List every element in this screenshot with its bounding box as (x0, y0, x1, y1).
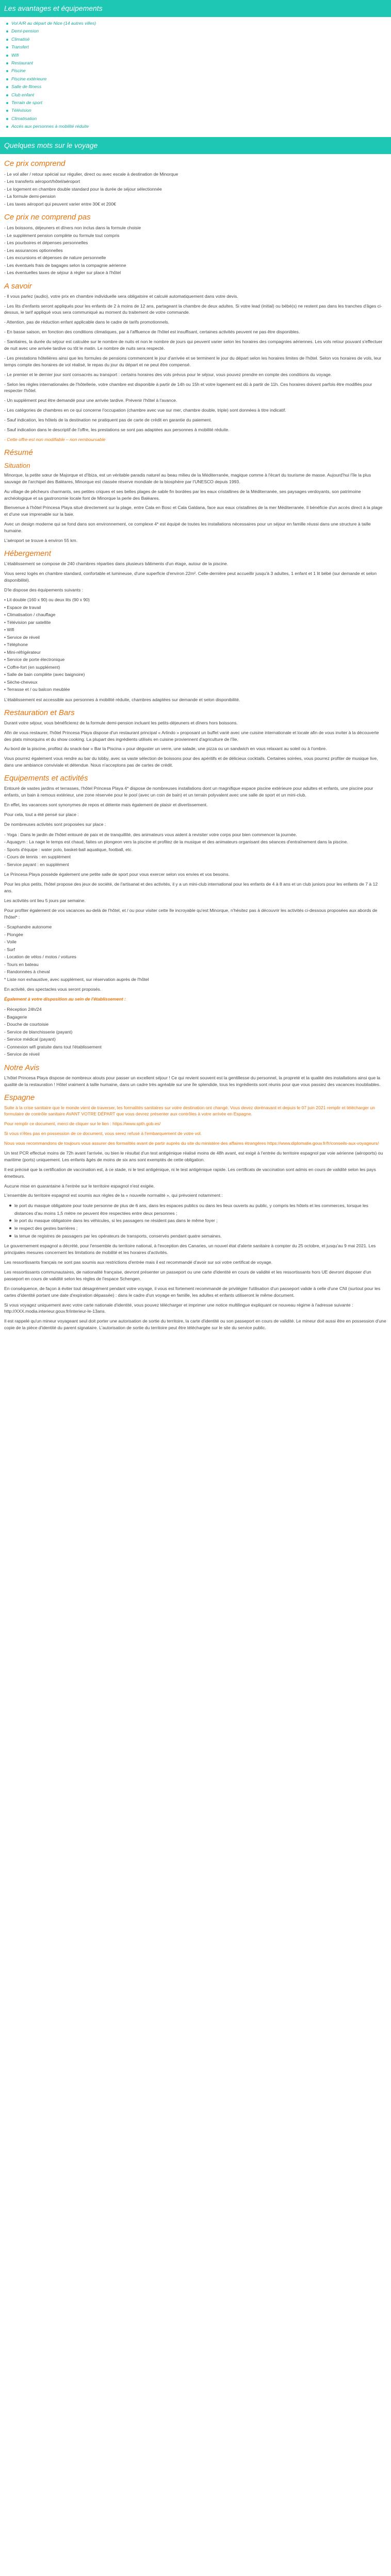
service-item-text: - Service de réveil (4, 1052, 40, 1057)
service-item (4, 1021, 387, 1028)
advantage-item (5, 20, 391, 27)
bullet-dot (6, 86, 8, 88)
equipment-item (4, 923, 387, 931)
spain-paragraph: En conséquence, de façon à éviter tout désagrément pendant votre voyage, il vous est fortement recommandé de privilégier l'utilisation d'un passeport valide à celle d'une CNI (surtout pour les cartes d'identité portant une date d'expiration dépassée) : dans le cadre d'un voyage en famille, les adultes et enfants utiliseront le même document. (4, 1285, 381, 1298)
advantage-item (5, 59, 391, 67)
bullet-dot (6, 39, 8, 41)
price-includes-item-text: - La formule demi-pension (4, 194, 56, 199)
equipment-paragraph: Le Princesa Playa possède également une petite salle de sport pour vous exercer selon vos envies et vos besoins. (4, 872, 230, 877)
lodging-item (4, 664, 387, 671)
lodging-item-text: • Service de réveil (4, 634, 40, 640)
situation-paragraphs (4, 472, 387, 544)
notice-paragraph: - Sauf indication, les hôtels de la destination ne pratiquent pas de carte de crédit en garantie du paiement. (4, 417, 212, 423)
equipment-item (4, 976, 387, 984)
lodging-item (4, 671, 387, 679)
review-title: Notre Avis (4, 1063, 40, 1072)
advantage-item (5, 75, 391, 83)
equipment-title: Equipements et activités (4, 774, 88, 783)
restaurant-paragraphs (4, 720, 387, 769)
lodging-item-text: • Climatisation / chauffage (4, 612, 56, 618)
service-item-text: - Douche de courtoisie (4, 1022, 48, 1027)
lodging-item-text: • Coffre-fort (en supplément) (4, 664, 60, 670)
price-excludes-item (4, 232, 387, 240)
advantage-item-text: Salle de fitness (11, 84, 42, 90)
price-includes-item (4, 200, 387, 208)
bullet-dot (9, 1235, 11, 1237)
lodging-item-text: • Mini-réfrigérateur (4, 649, 41, 655)
spain-paragraph: Nous vous recommandons de toujours vous assurer des formalités avant de partir auprès du site du ministère des affaires étrangères https://www.diplomatie.gouv.fr/fr/conseils-aux-voyageurs/ (4, 1141, 379, 1146)
spain-paragraph: Il est précisé que la certification de vaccination est, à ce stade, ni le test antigénique, ni le test antigénique rapide. Les certificats de vaccination sont admis en cours de validité selon les pays émetteurs. (4, 1166, 376, 1179)
price-excludes-item-text: - Les assurances optionnelles (4, 247, 63, 253)
restaurant-paragraph: Durant votre séjour, vous bénéficierez de la formule demi-pension incluant les petits-déjeuners et dîners hors boissons. (4, 720, 238, 725)
lodging-note: L'établissement est accessible aux personnes à mobilité réduite, chambres adaptées sur demande et selon disponibilité. (4, 697, 240, 702)
equipment-paragraphs (4, 785, 387, 827)
notice-paragraph: - Un supplément peut être demandé pour une arrivée tardive. Prévenir l'hôtel à l'avance. (4, 398, 177, 403)
equipment-item (4, 938, 387, 946)
equipment-item-text: - Location de vélos / motos / voitures (4, 954, 76, 960)
price-includes-item (4, 171, 387, 178)
notice-paragraph: - Cette offre est non modifiable – non remboursable (4, 436, 106, 442)
price-excludes-item (4, 239, 387, 247)
trip-content (0, 159, 391, 1331)
equipment-item-text: - Plongée (4, 931, 23, 937)
equipment-list-2 (4, 923, 387, 983)
lodging-title: Hébergement (4, 549, 51, 558)
advantage-item (5, 115, 391, 123)
lodging-item (4, 596, 387, 604)
equipment-item-text: - Surf (4, 946, 15, 952)
bullet-dot (9, 1227, 11, 1229)
service-item-text: - Bagagerie (4, 1014, 27, 1020)
spain-item (8, 1225, 387, 1232)
equipment-item (4, 946, 387, 954)
notice-title: A savoir (4, 281, 32, 291)
lodging-item-text: • Télévision par satellite (4, 619, 51, 625)
price-includes-item-text: - Le logement en chambre double standard pour la durée de séjour sélectionnée (4, 186, 162, 192)
equipment-paragraph: Les activités ont lieu 5 jours par semaine. (4, 897, 86, 903)
equipment-item-text: - Tours en bateau (4, 961, 39, 967)
equipment-item-text: - Randonnées à cheval (4, 969, 50, 975)
restaurant-title: Restauration et Bars (4, 708, 75, 717)
advantage-item-text: Piscine extérieure (11, 76, 47, 81)
lodging-item (4, 649, 387, 656)
equipment-item-text: - Voile (4, 939, 17, 945)
lodging-paragraphs (4, 561, 387, 594)
equipment-paragraph: En effet, les vacances sont synonymes de repos et détente mais également de plaisir et divertissement. (4, 802, 208, 807)
price-includes-item (4, 185, 387, 193)
notice-paragraph: - Il vous parlez (audio), votre prix en chambre individuelle sera obligatoire et calculé automatiquement dans votre devis. (4, 293, 238, 299)
price-excludes-item-text: - Les éventuelles taxes de séjour à régler sur place à l'hôtel (4, 270, 121, 276)
advantage-item (5, 107, 391, 114)
lodging-item (4, 679, 387, 686)
spain-paragraph: Si vous n'êtes pas en possession de ce document, vous serez refusé à l'embarquement de votre vol. (4, 1131, 202, 1137)
bullet-dot (9, 1205, 11, 1207)
price-includes-item (4, 178, 387, 185)
advantage-item-text: Accès aux personnes à mobilité réduite (11, 124, 89, 129)
trip-banner: Quelques mots sur le voyage (0, 137, 391, 154)
advantage-item-text: Club enfant (11, 92, 34, 97)
spain-paragraph: Il est rappelé qu'un mineur voyageant seul doit porter une autorisation de sortie du territoire, la carte d'identité ou son passeport en cours de validité. Le mineur doit aussi être en possession d'une copie de la pièce d'identité du parent signataire. L'autorisation de sortie du territoire peut être téléchargée sur le site du service public. (4, 1318, 386, 1331)
lodging-item (4, 619, 387, 626)
equipment-item (4, 838, 387, 846)
price-excludes-item-text: - Les excursions et dépenses de nature personnelle (4, 255, 106, 261)
service-item (4, 1043, 387, 1051)
bullet-dot (6, 118, 8, 120)
price-excludes-title: Ce prix ne comprend pas (4, 213, 91, 222)
notice-paragraphs (4, 293, 387, 443)
service-item (4, 1036, 387, 1043)
lodging-item-text: • Lit double (160 x 90) ou deux lits (90 x 90) (4, 597, 90, 603)
situation-paragraph: Minorque, la petite sœur de Majorque et d'Ibiza, est un véritable paradis naturel au beau milieu de la Méditerranée, magique comme à l'écart du tourisme de masse. Aujourd'hui l'île la plus sauvage de l'archipel des Baléares, Minorque est classée réserve mondiale de la biosphère par l'UNESCO depuis 1993. (4, 472, 371, 484)
spain-paragraph: Si vous voyagez uniquement avec votre carte nationale d'identité, vous pouvez télécharger et imprimer une notice multilingue expliquant ce nouveau régime à l'adresse suivante : http://XXX.modia.interieur.gouv.fr/interieur-le-13ans. (4, 1302, 353, 1314)
advantage-item-text: Transfert (11, 44, 29, 50)
bullet-dot (6, 78, 8, 80)
advantage-item-text: Climatisé (11, 36, 30, 42)
spain-paragraph: Pour remplir ce document, merci de cliquer sur le lien : https://www.spth.gob.es/ (4, 1121, 161, 1127)
service-item-text: - Connexion wifi gratuite dans tout l'établissement (4, 1044, 102, 1049)
equipment-item (4, 846, 387, 854)
equipment-paragraphs-2 (4, 871, 387, 920)
equipment-item (4, 931, 387, 939)
spain-item-text: le port du masque obligatoire dans les véhicules, si les passagers ne résident pas dans le même foyer ; (14, 1218, 218, 1224)
notice-paragraph: - Le premier et le dernier jour sont consacrés au transport : certains horaires des vols prévus pour le séjour, vous pouvez prendre en compte des conditions du voyage. (4, 371, 332, 377)
service-item (4, 1013, 387, 1021)
advantage-item (5, 83, 391, 91)
lodging-item-text: • Service de porte électronique (4, 657, 65, 663)
advantages-list (0, 17, 391, 137)
advantage-item-text: Demi-pension (11, 28, 39, 34)
situation-title: Situation (4, 461, 30, 469)
price-excludes-list (4, 224, 387, 277)
equipment-item-text: - Sports d'équipe : water polo, basket-ball aquatique, football, etc. (4, 846, 133, 852)
spain-paragraphs (4, 1105, 387, 1199)
equipment-note: En activité, des spectacles vous seront proposés. (4, 987, 102, 992)
equipment-item (4, 831, 387, 839)
equipment-item-text: - Scaphandre autonome (4, 924, 52, 930)
equipment-paragraph: Entouré de vastes jardins et terrasses, l'hôtel Princesa Playa 4* dispose de nombreuses installations dont un magnifique espace piscine extérieure pour adultes et enfants, une piscine pour enfants, un bain à remous extérieur, une zone réservée pour le pool (avec un coin de bain) et un terrain polyvalent avec une salle de sport et un mini-club. (4, 786, 373, 798)
spain-item-text: le respect des gestes barrières ; (14, 1226, 78, 1231)
services-title: Également à votre disposition au sein de l'établissement : (4, 996, 126, 1002)
service-item (4, 1006, 387, 1013)
restaurant-paragraph: Au bord de la piscine, profitez du snack-bar « Bar la Piscina » pour déguster un verre, une salade, une pizza ou un sandwich en vous relaxant au soleil ou à l'ombre. (4, 746, 327, 752)
service-item (4, 1028, 387, 1036)
notice-paragraph: - Selon les règles internationales de l'hôtellerie, votre chambre est disponible à partir de 14h ou 15h et votre logement est dû à partir de 11h. Ces horaires doivent parfois être modifiés pour respecter l'hôtel. (4, 381, 372, 394)
equipment-item-text: * Liste non exhaustive, avec supplément, sur réservation auprès de l'hôtel (4, 976, 149, 982)
spain-list (8, 1202, 387, 1240)
bullet-dot (6, 70, 8, 72)
services-list (4, 1006, 387, 1058)
advantages-banner: Les avantages et équipements (0, 0, 391, 17)
price-excludes-item-text: - Les pourboires et dépenses personnelles (4, 240, 88, 246)
notice-paragraph: - Les catégories de chambres en ce qui concerne l'occupation (chambre avec vue sur mer, chambre double, triple) sont données à titre indicatif. (4, 408, 286, 413)
equipment-item-text: - Aquagym : La nage le temps est chaud, faites un plongeon vers la piscine et profitez de la musique et des animateurs organisant des séances d'entraînement dans la piscine. (4, 839, 348, 845)
notice-paragraph: - Sanitaires, la durée du séjour est calculée sur le nombre de nuits et non le nombre de jours qui peuvent varier selon les horaires des compagnies aériennes. Les vols retour pouvant s'effectuer de nuit avec une arrivée tardive ou tôt le matin. Le nombre de nuits sera respecté. (4, 339, 383, 351)
advantage-item-text: Terrain de sport (11, 100, 42, 106)
advantage-item-text: Télévision (11, 108, 31, 113)
advantage-item-text: Restaurant (11, 60, 34, 66)
spain-paragraph: Suite à la crise sanitaire que le monde vient de traverser, les formalités sanitaires sur votre destination ont changé. Vous devez dorénavant et depuis le 07 juin 2021 remplir et télécharger un formulaire de contrôle sanitaire AVANT VOTRE DÉPART que vous devrez présenter aux contrôles à votre arrivée en Espagne. (4, 1105, 375, 1117)
lodging-item (4, 656, 387, 664)
advantage-item (5, 36, 391, 43)
equipment-item-text: - Service payant : en supplément (4, 861, 69, 867)
advantage-item (5, 67, 391, 75)
advantage-item (5, 91, 391, 99)
notice-paragraph: - Attention, pas de réduction enfant applicable dans le cadre de tarifs promotionnels. (4, 319, 170, 325)
notice-paragraph: - Les prestations hôtelières ainsi que les formules de pensions commencent le jour d'arrivée et se terminent le jour du départ selon les horaires limites de l'hôtel. Selon vos horaires de vols, leur temps compte des horaires de vol réalisé, le repas du jour du départ et ne peut être compensé. (4, 355, 382, 367)
price-includes-item-text: - Les transferts aéroport/hôtel/aéroport (4, 179, 80, 184)
bullet-dot (6, 126, 8, 128)
advantage-item (5, 27, 391, 35)
spain-paragraphs-2 (4, 1243, 387, 1331)
advantage-item-text: Wifi (11, 52, 19, 58)
restaurant-paragraph: Vous pourrez également vous rendre au bar du lobby, avec sa vaste sélection de boissons pour des apéritifs et de délicieux cocktails. Certaines soirées, vous pourrez profiter de musique live, dans une ambiance conviviale et détendue. Nous n'acceptons pas de cartes de crédit. (4, 756, 378, 768)
review-paragraph: L'hôtel Princesa Playa dispose de nombreux atouts pour passer un excellent séjour ! Ce qui revient souvent est la gentillesse du personnel, la propreté et la qualité des installations ainsi que la qualité de la restauration ! Hôtel vraiment à taille humaine, dans un cadre très agréable sur une île splendide, tous les ingrédients sont réunis pour que vous passiez des vacances inoubliables. (4, 1075, 381, 1087)
lodging-item (4, 626, 387, 634)
lodging-item (4, 634, 387, 641)
equipment-item (4, 953, 387, 961)
lodging-list (4, 596, 387, 693)
equipment-list (4, 831, 387, 869)
notice-paragraph: - Les lits d'enfants seront appliqués pour les enfants de 2 à moins de 12 ans, partageant la chambre de deux adultes. Si votre lead (initial) ou bébé(s) ne restent pas dans les tranches d'âges ci-dessus, le tarif appliqué vous sera communiqué au moment du traitement de votre commande. (4, 303, 382, 315)
lodging-item-text: • Terrasse et / ou balcon meublée (4, 687, 70, 692)
equipment-paragraph: Pour les plus petits, l'hôtel propose des jeux de société, de l'artisanat et des activités, il y a un mini-club international pour les enfants de 4 à 8 ans et un club juniors pour les enfants de 7 à 12 ans. (4, 881, 378, 893)
equipment-item-text: - Yoga : Dans le jardin de l'hôtel entouré de paix et de tranquillité, des animateurs vous aident à revisiter votre corps pour bien commencer la journée. (4, 832, 297, 837)
lodging-paragraph: D'le dispose des équipements suivants : (4, 587, 84, 592)
price-includes-item-text: - Le vol aller / retour spécial sur régulier, direct ou avec escale à destination de Minorque (4, 171, 178, 177)
price-includes-item (4, 193, 387, 200)
price-excludes-item-text: - Le supplément pension complète ou formule tout compris (4, 232, 120, 238)
bullet-dot (6, 30, 8, 32)
lodging-paragraph: L'établissement se compose de 240 chambres réparties dans plusieurs bâtiments d'un étage, autour de la piscine. (4, 561, 229, 566)
lodging-item (4, 604, 387, 612)
spain-item (8, 1202, 387, 1217)
bullet-dot (6, 62, 8, 64)
service-item-text: - Service de blanchisserie (payant) (4, 1029, 73, 1035)
bullet-dot (6, 94, 8, 96)
lodging-item-text: • Téléphone (4, 642, 28, 648)
lodging-item-text: • Wifi (4, 627, 14, 633)
spain-paragraph: Le gouvernement espagnol a décrété, pour l'ensemble du territoire national, à l'exception des Canaries, un nouvel état d'alerte sanitaire à compter du 25 octobre, et jusqu'au 9 mai 2021. Les principales mesures concernent les limitations de mobilité et les horaires d'activités. (4, 1243, 376, 1256)
lodging-item (4, 641, 387, 649)
price-excludes-item (4, 262, 387, 269)
bullet-dot (6, 55, 8, 57)
spain-item-text: le port du masque obligatoire pour toute personne de plus de 6 ans, dans les espaces publics ou dans les lieux ouverts au public, y compris les hôtels et les commerces, lorsque les distances d'au moins 1,5 mètre ne peuvent être respectées entre deux personnes ; (14, 1203, 368, 1216)
spain-paragraph: Les ressortissants communautaires, de nationalité française, devront présenter un passeport ou une carte d'identité en cours de validité et les ressortissants hors UE devront disposer d'un passeport en cours de validité selon les règles de l'espace Schengen. (4, 1269, 371, 1281)
advantage-item (5, 43, 391, 51)
bullet-dot (6, 46, 8, 48)
spain-paragraph: L'ensemble du territoire espagnol est soumis aux règles de la « nouvelle normalité », qui prévoient notamment : (4, 1193, 223, 1198)
service-item-text: - Service médical (payant) (4, 1037, 56, 1042)
situation-paragraph: Au village de pêcheurs charmants, ses petites criques et ses belles plages de sable fin bordées par les eaux cristallines de la Méditerranée, ses paysages verdoyants, son patrimoine archéologique et sa gastronomie locale font de Minorque la perle des Baléares. (4, 488, 361, 501)
price-excludes-item (4, 269, 387, 277)
spain-paragraph: Un test PCR effectué moins de 72h avant l'arrivée, ou bien le résultat d'un test antigénique réalisé moins de 48h avant, est exigé à l'entrée du territoire espagnol par voie aérienne (aéroports) ou maritime (ports) uniquement. Les enfants âgés de moins de six ans sont exemptés de cette obligation. (4, 1150, 383, 1162)
lodging-item-text: • Espace de travail (4, 604, 41, 610)
service-item-text: - Réception 24h/24 (4, 1007, 42, 1012)
advantage-item-text: Climatisation (11, 115, 37, 121)
advantage-item (5, 52, 391, 59)
price-includes-title: Ce prix comprend (4, 159, 66, 168)
spain-item (8, 1217, 387, 1225)
price-excludes-item (4, 224, 387, 232)
equipment-paragraph: Pour profiter également de vos vacances au-delà de l'hôtel, et / ou pour visiter cette île incroyable qu'est Minorque, n'hésitez pas à découvrir les activités ci-dessous proposées aux abords de l'hôtel* : (4, 907, 378, 920)
equipment-item (4, 861, 387, 869)
notice-paragraph: - En basse saison, en fonction des conditions climatiques, par à l'affluence de l'hôtel est insuffisant, certaines activités peuvent ne pas être disponibles. (4, 329, 300, 335)
lodging-item-text: • Sèche-cheveux (4, 679, 38, 685)
notice-paragraph: - Sauf indication dans le descriptif de l'offre, les prestations se sont pas adaptées aux personnes à mobilité réduite. (4, 427, 230, 433)
situation-paragraph: Bienvenue à l'hôtel Princesa Playa situé directement sur la plage, entre Cala en Bosc et Cala Galdana, face aux eaux cristallines de la mer Méditerranée. Il bénéficie d'un accès direct à la plage et d'une vue imprenable sur la baie. (4, 505, 383, 517)
situation-paragraph: L'aéroport se trouve à environ 55 km. (4, 537, 78, 543)
bullet-dot (6, 102, 8, 104)
spain-paragraph: Aucune mise en quarantaine à l'entrée sur le territoire espagnol n'est exigée. (4, 1183, 155, 1189)
service-item (4, 1050, 387, 1058)
advantage-item (5, 123, 391, 130)
advantage-item-text: Vol A/R au départ de Nice (14 autres villes) (11, 21, 96, 26)
advantage-item (5, 99, 391, 107)
spain-item (8, 1232, 387, 1240)
bullet-dot (6, 23, 8, 25)
bullet-dot (9, 1219, 11, 1222)
spain-title: Espagne (4, 1093, 35, 1102)
price-excludes-item-text: - Les boissons, déjeuners et dîners non inclus dans la formule choisie (4, 225, 141, 231)
summary-title: Résumé (4, 448, 33, 457)
lodging-paragraph: Vous serez logés en chambre standard, confortable et lumineuse, d'une superficie d'environ 22m². Celle-dernière peut accueillir jusqu'à 3 adultes, 1 enfant et 1 lit bébé (sur demande et selon disponibilité). (4, 570, 377, 583)
price-excludes-item-text: - Les éventuels frais de bagages selon la compagnie aérienne (4, 262, 126, 268)
equipment-paragraph: De nombreuses activités sont proposées sur place : (4, 821, 106, 827)
price-excludes-item (4, 254, 387, 262)
situation-paragraph: Avec un design moderne qui se fond dans son environnement, ce complexe 4* est équipé de toutes les installations nécessaires pour un séjour en famille réussi dans une structure à taille humaine. (4, 521, 371, 534)
price-excludes-item (4, 247, 387, 255)
equipment-item (4, 968, 387, 976)
equipment-item-text: - Cours de tennis : en supplément (4, 854, 71, 860)
price-includes-list (4, 171, 387, 208)
lodging-item (4, 611, 387, 619)
restaurant-paragraph: Afin de vous restaurer, l'hôtel Princesa Playa dispose d'un restaurant principal « Arlindo » proposant un buffet varié avec une cuisine internationale et locale afin de vous inviter à la découverte des plats minorquins et du show cooking. La plupart des ingrédients utilisés en cuisine proviennent d'agriculture de l'île. (4, 730, 379, 742)
lodging-item-text: • Salle de bain complète (avec baignoire) (4, 672, 85, 677)
equipment-item (4, 853, 387, 861)
advantage-item-text: Piscine (11, 68, 26, 74)
spain-item-text: la tenue de registres de passagers par les opérateurs de transports, conservés pendant quatre semaines. (14, 1233, 222, 1239)
spain-paragraph: Les ressortissants français ne sont pas soumis aux restrictions d'entrée mais il est recommandé d'avoir sur soi votre certificat de voyage. (4, 1260, 273, 1265)
lodging-item (4, 686, 387, 693)
equipment-paragraph: Pour cela, tout a été pensé sur place : (4, 811, 79, 817)
bullet-dot (6, 110, 8, 112)
equipment-item (4, 961, 387, 969)
price-includes-item-text: - Les taxes aéroport qui peuvent varier entre 30€ et 200€ (4, 201, 116, 207)
